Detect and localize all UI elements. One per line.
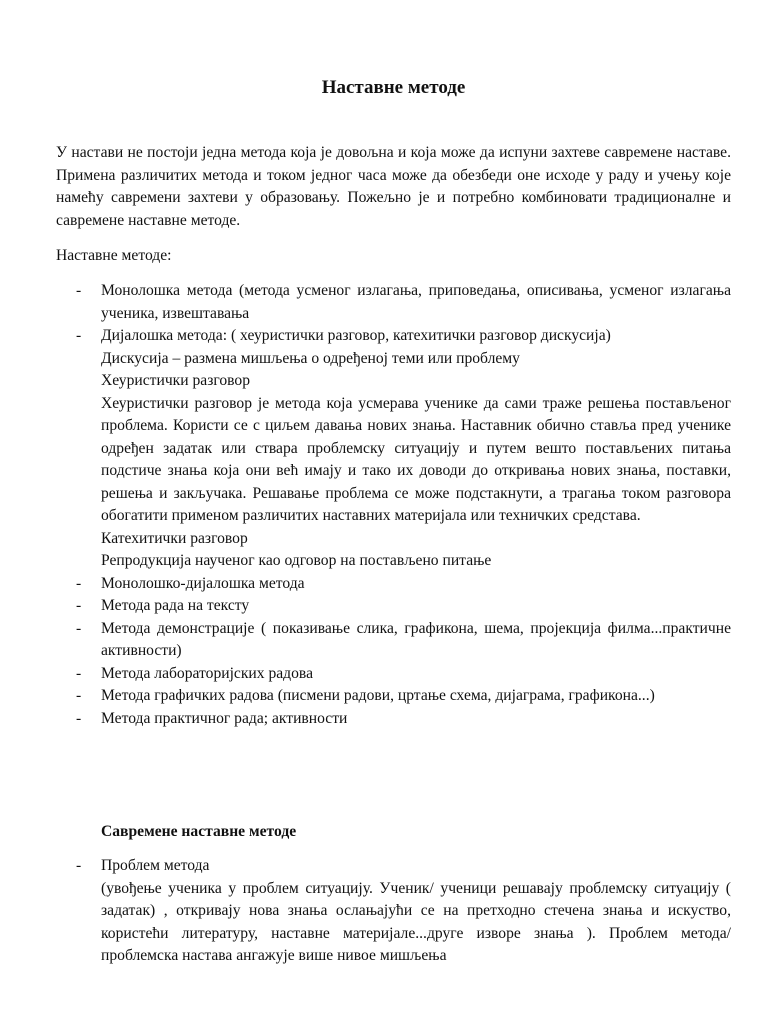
list-item (56, 708, 731, 731)
bullet-dash: - (76, 687, 82, 704)
method-text: Метода практичног рада; активности (101, 709, 348, 727)
method-subtext: Дискусија – размена мишљења о одређеној теми или проблему (101, 349, 520, 367)
methods-list (56, 280, 731, 730)
modern-methods-list (56, 855, 731, 968)
method-text: Монолошко-дијалошка метода (101, 574, 305, 592)
bullet-dash: - (76, 664, 82, 682)
bullet-dash: - (76, 597, 82, 614)
method-text: Метода лабораторијских радова (101, 664, 313, 682)
method-subtext: Катехитички разговор (101, 529, 248, 547)
method-text: Монолошка метода (метода усменог излагања, приповедања, описивања, усменог излагања ученика, извештавања (101, 282, 731, 322)
method-subtext: Хеуристички разговор (101, 372, 251, 389)
document-title: Наставне методе (321, 77, 466, 98)
method-text: Метода графичких радова (писмени радови, цртање схема, дијаграма, графикона...) (101, 687, 655, 704)
methods-label: Наставне методе: (56, 247, 172, 264)
bullet-dash: - (76, 857, 82, 874)
method-subtext: Хеуристички разговор је метода која усмерава ученике да сами траже решења постављеног проблема. Користи се с циљем давања нових знања. Наставник обично ставља пред ученике одређен задатак или ствара проблемску ситуацију и путем вешто постављених питања подстиче знања која они већ имају и тако их доводи до откривања нових знања, поставки, решења и закључака. Решавање проблема се може подстакнути, а трагања током разговора обогатити применом различитих наставних материјала или техничких средстава. (101, 394, 731, 524)
bullet-dash: - (76, 709, 82, 727)
list-item (56, 685, 731, 708)
method-text: Метода демонстрације ( показивање слика, графикона, шема, пројекција филма...практичне активности) (101, 619, 731, 659)
bullet-dash: - (76, 327, 82, 344)
list-item (56, 280, 731, 325)
method-text: Дијалошка метода: ( хеуристички разговор, катехитички разговор дискусија) (101, 327, 611, 344)
bullet-dash: - (76, 619, 82, 637)
bullet-dash: - (76, 282, 82, 299)
method-subtext: (увођење ученика у проблем ситуацију. Ученик/ ученици решавају проблемску ситуацију ( задатак) , откривају нова знања ослањајући се на претходно стечена знања и искуство, користећи литературу, наставне материјале...друге изворе знања ). Проблем метода/ проблемска настава ангажује више нивое мишљења (101, 879, 731, 964)
method-text: Проблем метода (101, 857, 210, 874)
list-item (56, 595, 731, 618)
method-subtext: Репродукција наученог као одговор на постављено питање (101, 552, 492, 569)
method-text: Метода рада на тексту (101, 597, 250, 614)
list-item (56, 325, 731, 573)
list-item (56, 618, 731, 663)
list-item (56, 573, 731, 596)
bullet-dash: - (76, 574, 82, 592)
modern-methods-title: Савремене наставне методе (101, 823, 297, 840)
intro-paragraph: У настави не постоји једна метода која је довољна и која може да испуни захтеве савремене наставе. Примена различитих метода и током једног часа може да обезбеди оне исходе у раду и учењу које намећу савремени захтеви у образовању. Пожељно је и потребно комбиновати традиционалне и савремене наставне методе. (56, 144, 731, 229)
list-item (56, 855, 731, 968)
list-item (56, 663, 731, 686)
